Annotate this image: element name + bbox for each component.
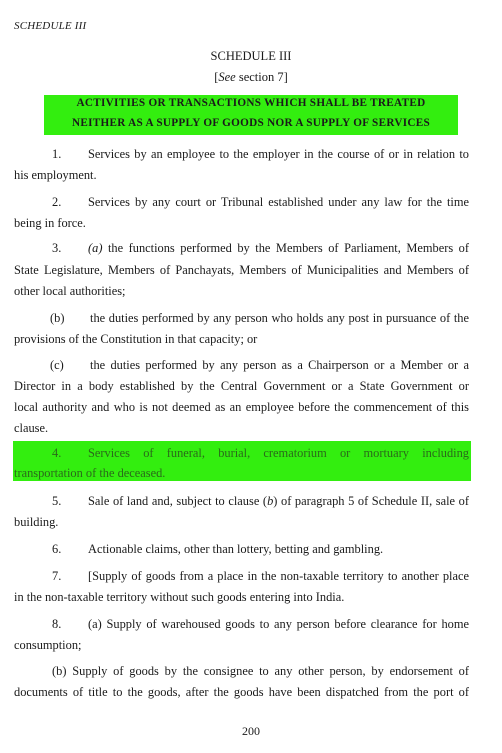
item-3c-line-3: local authority and who is not deemed as an employee before the commencement of this: [14, 400, 469, 414]
ref-rest: section 7]: [235, 70, 288, 84]
item-7-line-2: in the non-taxable territory without such goods entering into India.: [14, 590, 345, 604]
item-3c-line-4: clause.: [14, 421, 49, 435]
item-8a-line-1: 8. (a) Supply of warehoused goods to any person before clearance for home: [52, 617, 469, 631]
item-7-number: 7.: [52, 569, 62, 583]
item-3b-number: (b): [50, 311, 65, 325]
item-3b-line-2: provisions of the Constitution in that capacity; or: [14, 332, 258, 346]
item-4-line-1: 4. Services of funeral, burial, crematorium or mortuary including: [52, 446, 469, 460]
item-3a-line-2: State Legislature, Members of Panchayats, Members of Municipalities and Members of: [14, 263, 469, 277]
item-6-line-1: 6. Actionable claims, other than lottery, betting and gambling.: [52, 542, 384, 556]
item-8-number: 8.: [52, 617, 62, 631]
item-1-line-2: his employment.: [14, 168, 97, 182]
ref-prefix: [: [214, 70, 219, 84]
ref-see: See: [218, 70, 236, 84]
item-3-number: 3.: [52, 241, 62, 255]
heading-line-1: ACTIVITIES OR TRANSACTIONS WHICH SHALL BE TREATED: [76, 97, 426, 109]
item-4-number: 4.: [52, 446, 62, 460]
item-6-number: 6.: [52, 542, 62, 556]
item-7-line-1: 7. [Supply of goods from a place in the non-taxable territory to another place: [52, 569, 469, 583]
item-5-line-1: 5. Sale of land and, subject to clause (b) of paragraph 5 of Schedule II, sale of: [52, 494, 469, 508]
item-4-line-2: transportation of the deceased.: [14, 466, 166, 480]
item-3a-line-1: 3. (a) the functions performed by the Members of Parliament, Members of: [52, 241, 469, 255]
item-3c-line-2: Director in a body established by the Central Government or a State Government or: [14, 379, 469, 393]
item-4-highlight: [13, 441, 471, 481]
item-3a-line-3: other local authorities;: [14, 284, 126, 298]
item-8b-line-2: documents of title to the goods, after the goods have been dispatched from the port of: [14, 685, 469, 699]
item-3b-line-1: (b) the duties performed by any person who holds any post in pursuance of the: [50, 311, 469, 325]
item-8a-line-2: consumption;: [14, 638, 82, 652]
schedule-title: SCHEDULE III: [210, 49, 292, 63]
item-2-line-1: 2. Services by any court or Tribunal established under any law for the time: [52, 195, 469, 209]
item-5-number: 5.: [52, 494, 62, 508]
item-3c-line-1: (c) the duties performed by any person as a Chairperson or a Member or a: [50, 358, 469, 372]
item-2-line-2: being in force.: [14, 216, 86, 230]
item-8b-line-1: (b) Supply of goods by the consignee to any other person, by endorsement of: [52, 664, 469, 678]
section-reference: [0, 70, 502, 85]
item-1-line-1: 1. Services by an employee to the employer in the course of or in relation to: [52, 147, 469, 161]
heading-line-2: NEITHER AS A SUPPLY OF GOODS NOR A SUPPLY OF SERVICES: [71, 117, 431, 129]
item-2-number: 2.: [52, 195, 62, 209]
item-5-line-2: building.: [14, 515, 59, 529]
page-number: 200: [242, 724, 260, 738]
running-head: SCHEDULE III: [14, 20, 87, 32]
item-3c-number: (c): [50, 358, 64, 372]
item-1-number: 1.: [52, 147, 62, 161]
